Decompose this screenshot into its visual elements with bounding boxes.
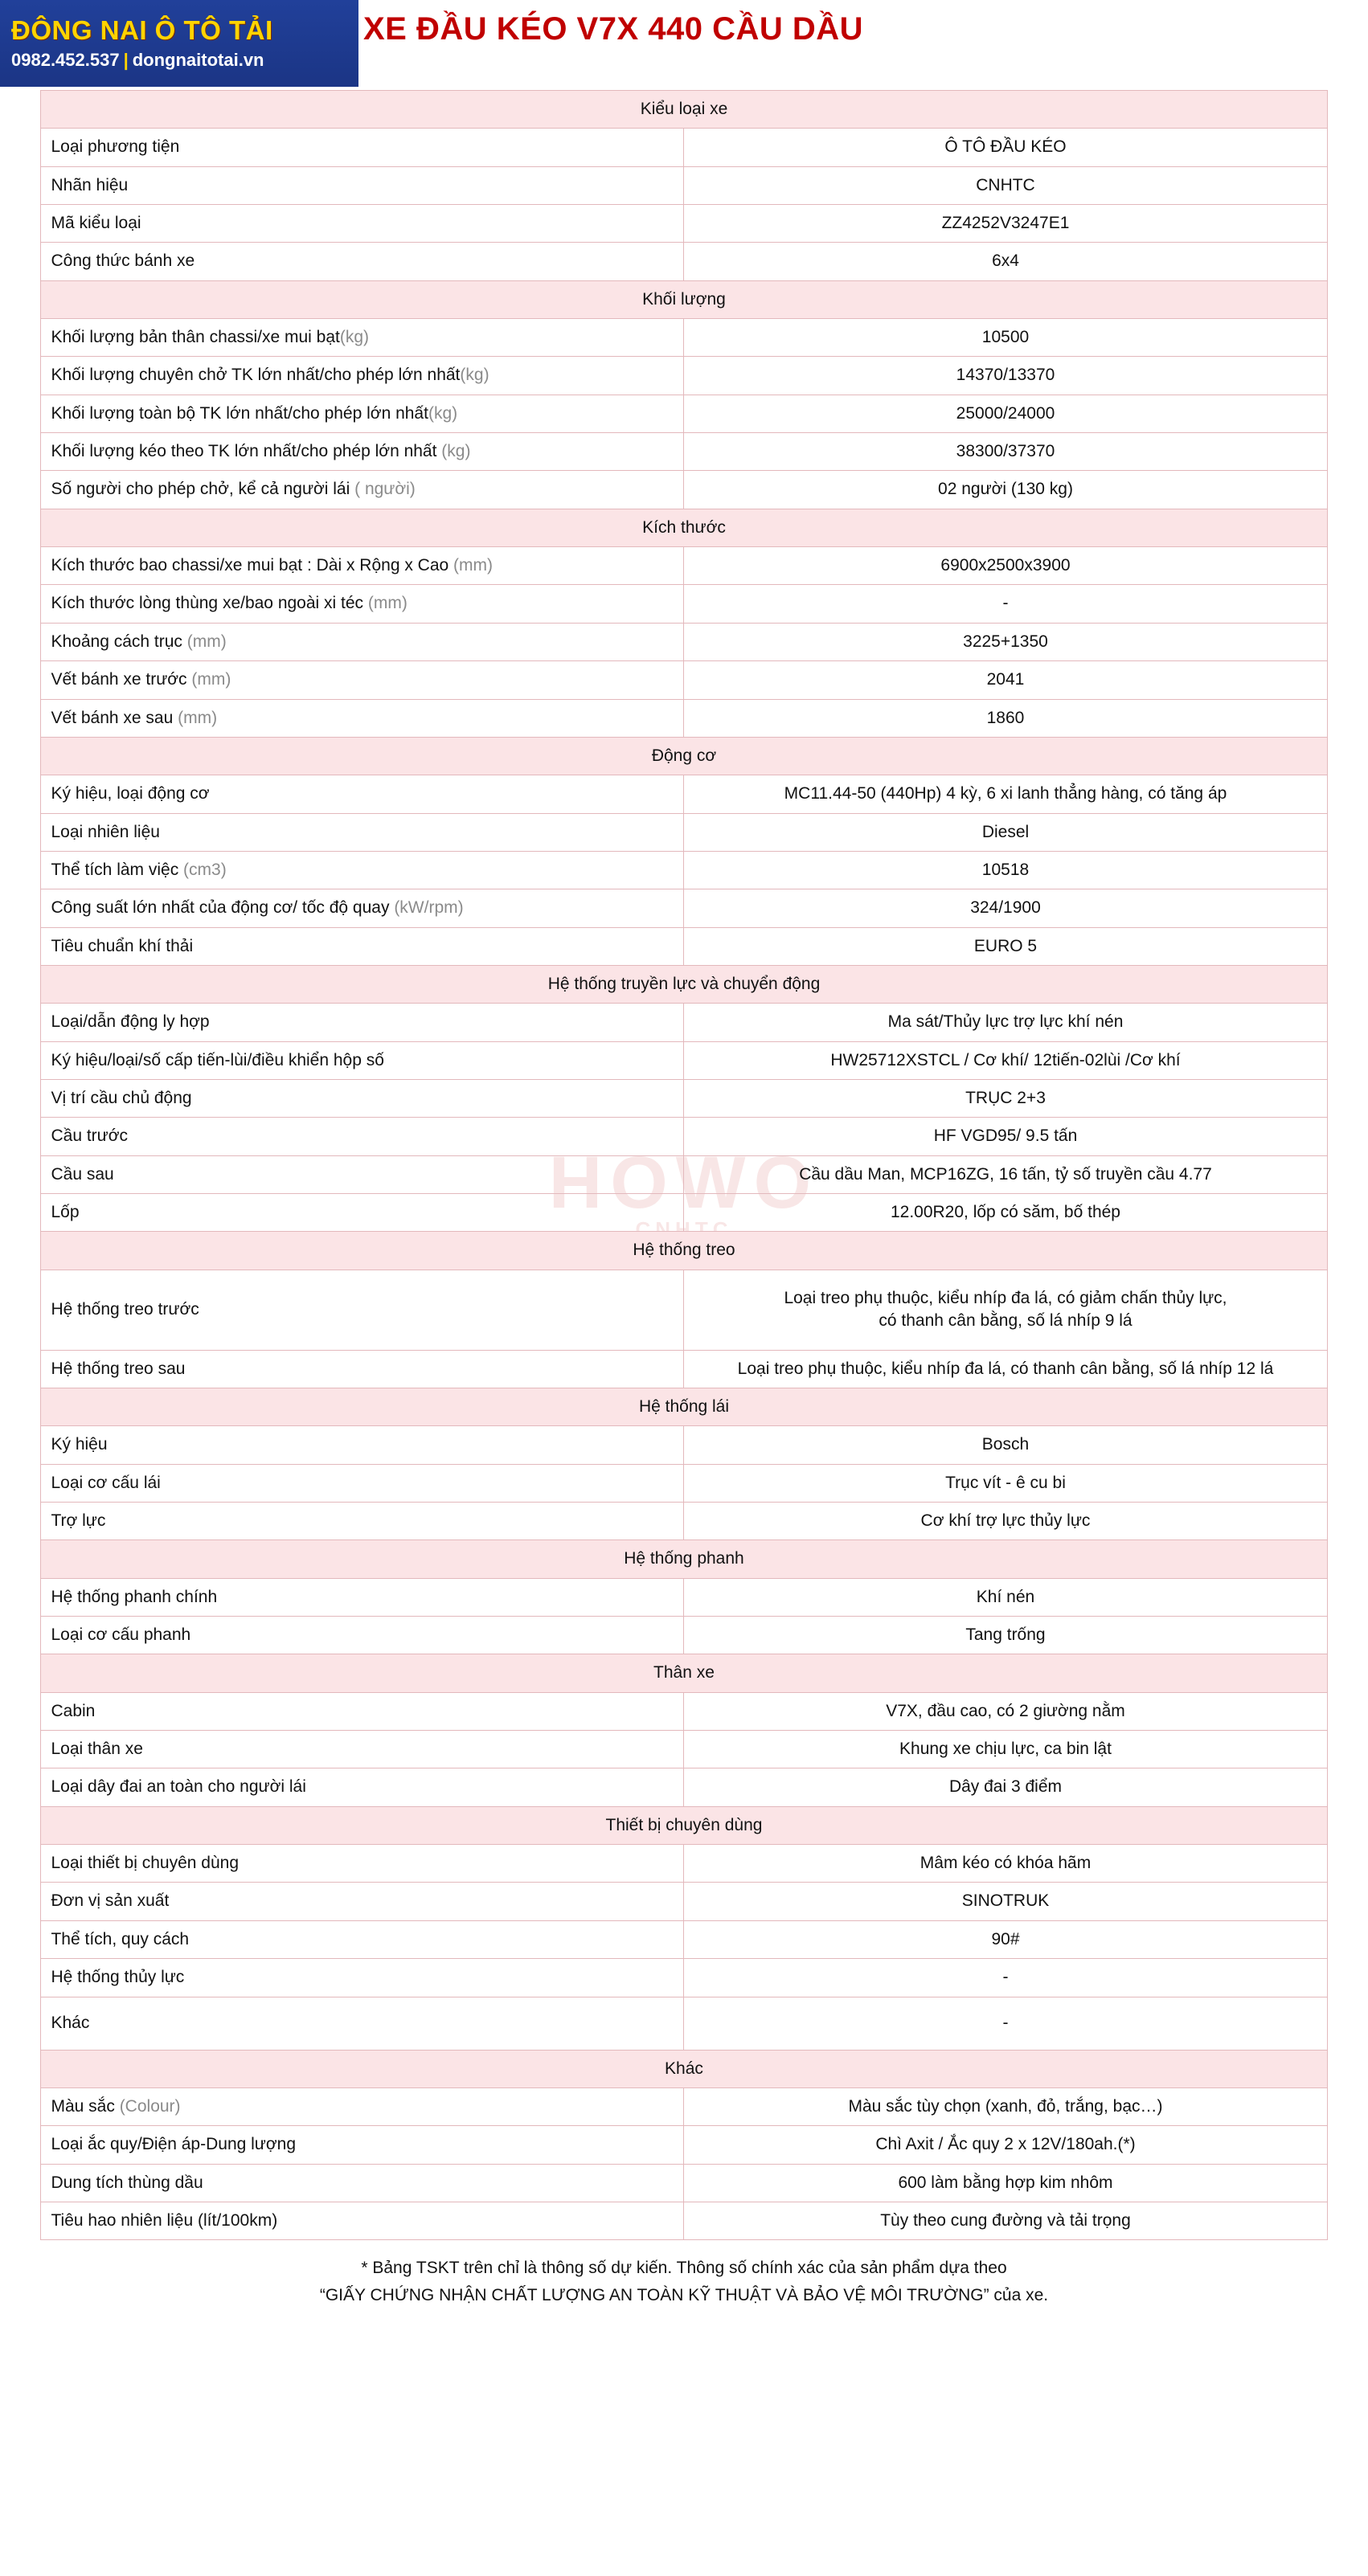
spec-label: Loại cơ cấu lái xyxy=(41,1464,684,1502)
spec-value: - xyxy=(684,1959,1327,1997)
spec-unit: (mm) xyxy=(178,708,218,727)
table-row xyxy=(41,1692,1327,1730)
table-row xyxy=(41,166,1327,204)
spec-unit: ( người) xyxy=(354,480,416,499)
spec-value: Bosch xyxy=(684,1426,1327,1464)
table-row xyxy=(41,395,1327,432)
table-section-header xyxy=(41,91,1327,129)
table-body xyxy=(41,91,1327,2240)
table-row xyxy=(41,775,1327,813)
table-section-header xyxy=(41,2050,1327,2087)
company-logo xyxy=(0,0,358,87)
page-title: XE ĐẦU KÉO V7X 440 CẦU DẦU xyxy=(363,11,864,47)
section-title: Khác xyxy=(41,2050,1327,2087)
company-phone: 0982.452.537 xyxy=(11,50,120,71)
table-row xyxy=(41,1503,1327,1540)
table-section-header xyxy=(41,1388,1327,1426)
table-row xyxy=(41,1426,1327,1464)
table-section-header xyxy=(41,1806,1327,1844)
spec-label: Số người cho phép chở, kể cả người lái ( người) xyxy=(41,471,684,509)
spec-label: Vết bánh xe trước (mm) xyxy=(41,661,684,699)
spec-label: Loại thiết bị chuyên dùng xyxy=(41,1845,684,1883)
section-title: Kiểu loại xe xyxy=(41,91,1327,129)
table-row xyxy=(41,1193,1327,1231)
spec-label: Cầu sau xyxy=(41,1155,684,1193)
watermark-text: HOWO xyxy=(548,1142,820,1224)
table-section-header xyxy=(41,280,1327,318)
spec-value xyxy=(684,1270,1327,1350)
spec-label: Loại phương tiện xyxy=(41,129,684,166)
table-row xyxy=(41,699,1327,737)
spec-label: Mã kiểu loại xyxy=(41,205,684,243)
spec-label: Tiêu hao nhiên liệu (lít/100km) xyxy=(41,2202,684,2239)
table-section-header xyxy=(41,1232,1327,1270)
table-row xyxy=(41,1617,1327,1654)
spec-label: Khối lượng chuyên chở TK lớn nhất/cho phép lớn nhất(kg) xyxy=(41,357,684,395)
section-title: Hệ thống treo xyxy=(41,1232,1327,1270)
spec-value: Khung xe chịu lực, ca bin lật xyxy=(684,1731,1327,1768)
table-row xyxy=(41,1270,1327,1350)
table-row xyxy=(41,357,1327,395)
table-row xyxy=(41,1883,1327,1920)
spec-value-line-1: Loại treo phụ thuộc, kiểu nhíp đa lá, có giảm chấn thủy lực, xyxy=(784,1288,1227,1307)
section-title: Kích thước xyxy=(41,509,1327,546)
spec-label: Kích thước bao chassi/xe mui bạt : Dài x Rộng x Cao (mm) xyxy=(41,547,684,585)
spec-unit: (mm) xyxy=(191,670,231,689)
spec-label: Thể tích, quy cách xyxy=(41,1920,684,1958)
spec-value: 10518 xyxy=(684,851,1327,889)
spec-value: Cơ khí trợ lực thủy lực xyxy=(684,1503,1327,1540)
spec-label: Màu sắc (Colour) xyxy=(41,2087,684,2125)
table-row xyxy=(41,547,1327,585)
table-section-header xyxy=(41,965,1327,1003)
spec-unit: (mm) xyxy=(453,556,494,575)
section-title: Động cơ xyxy=(41,737,1327,775)
spec-label: Hệ thống treo trước xyxy=(41,1270,684,1350)
spec-value: 6900x2500x3900 xyxy=(684,547,1327,585)
spec-label: Loại cơ cấu phanh xyxy=(41,1617,684,1654)
table-row xyxy=(41,851,1327,889)
spec-value: 90# xyxy=(684,1920,1327,1958)
spec-label: Vết bánh xe sau (mm) xyxy=(41,699,684,737)
spec-value: HF VGD95/ 9.5 tấn xyxy=(684,1118,1327,1155)
footer-note xyxy=(41,2255,1327,2328)
spec-value: SINOTRUK xyxy=(684,1883,1327,1920)
spec-label: Công suất lớn nhất của động cơ/ tốc độ quay (kW/rpm) xyxy=(41,889,684,927)
table-section-header xyxy=(41,1540,1327,1578)
spec-unit: (kg) xyxy=(441,442,471,461)
spec-label: Vị trí cầu chủ động xyxy=(41,1079,684,1117)
spec-label: Ký hiệu/loại/số cấp tiến-lùi/điều khiển hộp số xyxy=(41,1041,684,1079)
spec-label: Loại dây đai an toàn cho người lái xyxy=(41,1768,684,1806)
spec-value: Diesel xyxy=(684,813,1327,851)
spec-value-line-2: có thanh cân bằng, số lá nhíp 9 lá xyxy=(879,1311,1132,1331)
table-row xyxy=(41,2164,1327,2202)
section-title: Hệ thống lái xyxy=(41,1388,1327,1426)
spec-label: Ký hiệu xyxy=(41,1426,684,1464)
spec-label: Loại/dẫn động ly hợp xyxy=(41,1004,684,1041)
spec-value: Ô TÔ ĐẦU KÉO xyxy=(684,129,1327,166)
spec-label: Dung tích thùng dầu xyxy=(41,2164,684,2202)
spec-unit: (Colour) xyxy=(119,2096,181,2116)
spec-label: Hệ thống phanh chính xyxy=(41,1578,684,1616)
spec-value: Dây đai 3 điểm xyxy=(684,1768,1327,1806)
spec-label: Lốp xyxy=(41,1193,684,1231)
table-row xyxy=(41,1004,1327,1041)
spec-value: 6x4 xyxy=(684,243,1327,280)
table-row xyxy=(41,1959,1327,1997)
spec-value: - xyxy=(684,1997,1327,2050)
spec-label: Cabin xyxy=(41,1692,684,1730)
spec-label: Khoảng cách trục (mm) xyxy=(41,623,684,660)
table-row xyxy=(41,319,1327,357)
spec-label: Kích thước lòng thùng xe/bao ngoài xi téc (mm) xyxy=(41,585,684,623)
table-section-header xyxy=(41,1654,1327,1692)
spec-value: 12.00R20, lốp có săm, bố thép xyxy=(684,1193,1327,1231)
spec-value: Loại treo phụ thuộc, kiểu nhíp đa lá, có thanh cân bằng, số lá nhíp 12 lá xyxy=(684,1350,1327,1388)
table-row xyxy=(41,1845,1327,1883)
spec-value: ZZ4252V3247E1 xyxy=(684,205,1327,243)
spec-unit: (mm) xyxy=(186,632,227,651)
footer-line-1: * Bảng TSKT trên chỉ là thông số dự kiến. Thông số chính xác của sản phẩm dựa theo xyxy=(361,2259,1007,2278)
spec-value: 25000/24000 xyxy=(684,395,1327,432)
table-section-header xyxy=(41,737,1327,775)
spec-value: Màu sắc tùy chọn (xanh, đỏ, trắng, bạc…) xyxy=(684,2087,1327,2125)
spec-label: Trợ lực xyxy=(41,1503,684,1540)
table-row xyxy=(41,2087,1327,2125)
spec-value: Chì Axit / Ắc quy 2 x 12V/180ah.(*) xyxy=(684,2126,1327,2164)
section-title: Hệ thống phanh xyxy=(41,1540,1327,1578)
table-row xyxy=(41,1464,1327,1502)
spec-unit: (kg) xyxy=(339,328,370,347)
table-row xyxy=(41,471,1327,509)
spec-unit: (kg) xyxy=(428,403,458,423)
watermark-subtext: CNHTC xyxy=(635,1217,733,1241)
section-title: Hệ thống truyền lực và chuyển động xyxy=(41,965,1327,1003)
spec-label: Khối lượng toàn bộ TK lớn nhất/cho phép lớn nhất(kg) xyxy=(41,395,684,432)
table-section-header xyxy=(41,509,1327,546)
spec-label: Cầu trước xyxy=(41,1118,684,1155)
spec-value: 10500 xyxy=(684,319,1327,357)
spec-label: Hệ thống treo sau xyxy=(41,1350,684,1388)
spec-value: MC11.44-50 (440Hp) 4 kỳ, 6 xi lanh thẳng hàng, có tăng áp xyxy=(684,775,1327,813)
table-row xyxy=(41,1731,1327,1768)
footer-line-2: “GIẤY CHỨNG NHẬN CHẤT LƯỢNG AN TOÀN KỸ THUẬT VÀ BẢO VỆ MÔI TRƯỜNG” của xe. xyxy=(319,2285,1049,2304)
table-row xyxy=(41,1118,1327,1155)
table-row xyxy=(41,1768,1327,1806)
section-title: Khối lượng xyxy=(41,280,1327,318)
spec-label: Nhãn hiệu xyxy=(41,166,684,204)
table-row xyxy=(41,813,1327,851)
table-row xyxy=(41,1155,1327,1193)
table-row xyxy=(41,623,1327,660)
spec-unit: (mm) xyxy=(367,594,408,613)
spec-value: V7X, đầu cao, có 2 giường nằm xyxy=(684,1692,1327,1730)
spec-label: Thể tích làm việc (cm3) xyxy=(41,851,684,889)
section-title: Thiết bị chuyên dùng xyxy=(41,1806,1327,1844)
spec-value: Ma sát/Thủy lực trợ lực khí nén xyxy=(684,1004,1327,1041)
spec-label: Loại nhiên liệu xyxy=(41,813,684,851)
table-row xyxy=(41,1920,1327,1958)
table-row xyxy=(41,1079,1327,1117)
spec-unit: (kW/rpm) xyxy=(394,898,464,918)
table-row xyxy=(41,2202,1327,2239)
table-row xyxy=(41,661,1327,699)
spec-value: Trục vít - ê cu bi xyxy=(684,1464,1327,1502)
spec-label: Hệ thống thủy lực xyxy=(41,1959,684,1997)
company-contact xyxy=(11,51,350,70)
table-row xyxy=(41,585,1327,623)
spec-value: 14370/13370 xyxy=(684,357,1327,395)
spec-value: 38300/37370 xyxy=(684,433,1327,471)
table-row xyxy=(41,2126,1327,2164)
table-row xyxy=(41,433,1327,471)
section-title: Thân xe xyxy=(41,1654,1327,1692)
spec-value: 2041 xyxy=(684,661,1327,699)
table-row xyxy=(41,1578,1327,1616)
spec-label: Khối lượng kéo theo TK lớn nhất/cho phép lớn nhất (kg) xyxy=(41,433,684,471)
spec-label: Loại thân xe xyxy=(41,1731,684,1768)
spec-value: 02 người (130 kg) xyxy=(684,471,1327,509)
spec-value: CNHTC xyxy=(684,166,1327,204)
page-header xyxy=(0,0,1368,90)
spec-unit: (kg) xyxy=(460,366,489,385)
table-row xyxy=(41,1041,1327,1079)
spec-label: Tiêu chuẩn khí thải xyxy=(41,927,684,965)
spec-label: Đơn vị sản xuất xyxy=(41,1883,684,1920)
company-name: ĐÔNG NAI Ô TÔ TẢI xyxy=(11,14,273,45)
table-row xyxy=(41,205,1327,243)
table-row xyxy=(41,243,1327,280)
spec-value: Tang trống xyxy=(684,1617,1327,1654)
specifications-table xyxy=(40,90,1327,2240)
spec-label: Công thức bánh xe xyxy=(41,243,684,280)
spec-label: Khác xyxy=(41,1997,684,2050)
company-website: dongnaitotai.vn xyxy=(132,50,264,71)
table-row xyxy=(41,1997,1327,2050)
spec-value: Mâm kéo có khóa hãm xyxy=(684,1845,1327,1883)
spec-value: TRỤC 2+3 xyxy=(684,1079,1327,1117)
spec-value: Cầu dầu Man, MCP16ZG, 16 tấn, tỷ số truyền cầu 4.77 xyxy=(684,1155,1327,1193)
title-container xyxy=(358,0,1368,47)
spec-value: HW25712XSTCL / Cơ khí/ 12tiến-02lùi /Cơ khí xyxy=(684,1041,1327,1079)
contact-separator: | xyxy=(123,50,129,71)
spec-value: EURO 5 xyxy=(684,927,1327,965)
table-row xyxy=(41,889,1327,927)
spec-value: 1860 xyxy=(684,699,1327,737)
table-row xyxy=(41,129,1327,166)
spec-value: Khí nén xyxy=(684,1578,1327,1616)
table-row xyxy=(41,1350,1327,1388)
spec-value: - xyxy=(684,585,1327,623)
spec-value: 3225+1350 xyxy=(684,623,1327,660)
spec-label: Ký hiệu, loại động cơ xyxy=(41,775,684,813)
spec-value: Tùy theo cung đường và tải trọng xyxy=(684,2202,1327,2239)
spec-unit: (cm3) xyxy=(183,860,227,879)
table-row xyxy=(41,927,1327,965)
spec-value: 600 làm bằng hợp kim nhôm xyxy=(684,2164,1327,2202)
spec-label: Loại ắc quy/Điện áp-Dung lượng xyxy=(41,2126,684,2164)
spec-value: 324/1900 xyxy=(684,889,1327,927)
spec-label: Khối lượng bản thân chassi/xe mui bạt(kg) xyxy=(41,319,684,357)
